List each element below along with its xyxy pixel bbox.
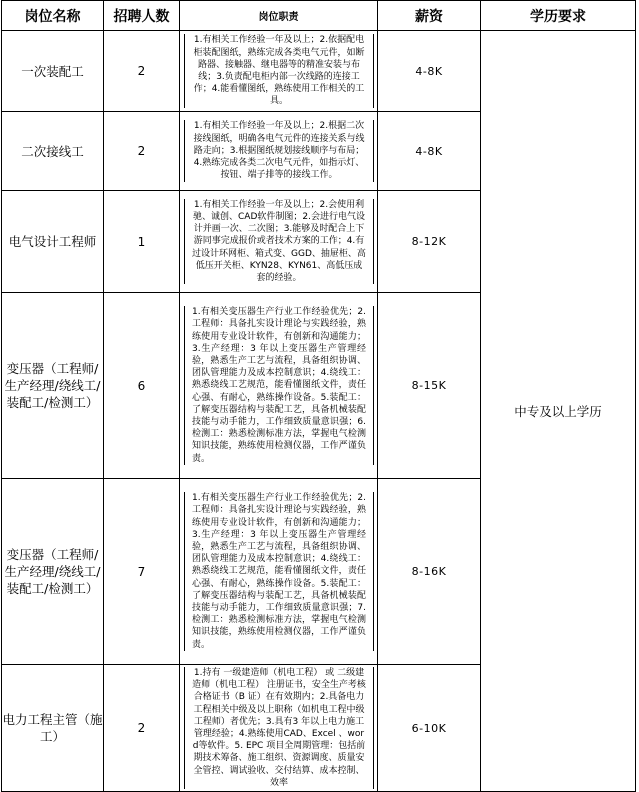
job-duty: [180, 665, 378, 792]
position-name: 电力工程主管（施工）: [2, 665, 104, 792]
job-duty-text: 1.有相关工作经验一年及以上；2.会使用利驰、诚创、CAD软件制图；2.会进行电气设计并画一次、二次图；3.能够及时配合上下游同事完成报价或者技术方案的工作；4.有过设计环网柜、箱式变、GGD、抽屉柜、高低压开关柜、KYN28、KYN61、高低压成套的经验。: [192, 199, 366, 283]
salary: 8-15K: [378, 293, 481, 479]
salary: 8-12K: [378, 191, 481, 293]
job-duty: [180, 112, 378, 191]
job-duty: [180, 293, 378, 479]
table-row: [2, 31, 636, 112]
job-duty: [180, 191, 378, 293]
job-duty: [180, 479, 378, 665]
header-salary: 薪资: [378, 1, 481, 31]
salary: 4-8K: [378, 31, 481, 112]
hire-count: 7: [104, 479, 180, 665]
position-name: 变压器（工程师/生产经理/绕线工/装配工/检测工）: [2, 293, 104, 479]
hire-count: 6: [104, 293, 180, 479]
education-requirement: 中专及以上学历: [481, 31, 636, 792]
header-position: 岗位名称: [2, 1, 104, 31]
header-education: 学历要求: [481, 1, 636, 31]
position-name: 一次装配工: [2, 31, 104, 112]
header-count: 招聘人数: [104, 1, 180, 31]
hire-count: 1: [104, 191, 180, 293]
position-name: 二次接线工: [2, 112, 104, 191]
job-duty-text: 1.有相关工作经验一年及以上；2.根据二次接线图纸，明确各电气元件的连接关系与线路走向；3.根据图纸规划接线顺序与布局；4.熟练完成各类二次电气元件，如指示灯、按钮、端子排等的接线工作。: [193, 121, 365, 181]
position-name: 变压器（工程师/生产经理/绕线工/装配工/检测工）: [2, 479, 104, 665]
salary: 6-10K: [378, 665, 481, 792]
hire-count: 2: [104, 31, 180, 112]
job-duty: [180, 31, 378, 112]
recruitment-table: [1, 0, 636, 792]
job-duty-text: 1.有相关变压器生产行业工作经验优先；2.工程师：具备扎实设计理论与实践经验，熟练使用专业设计软件，有创新和沟通能力；3.生产经理：3 年以上变压器生产管理经验，熟悉生产工艺与流程，具备组织协调、团队管理能力及成本控制意识；4.绕线工：熟悉绕线工艺规范，能看懂图纸文件，责任心强、有耐心，熟练操作设备。5.装配工：了解变压器结构与装配工艺，具备机械装配技能与动手能力，工作细致质量意识强；7.检测工：熟悉检测标准方法，掌握电气检测知识技能，熟练使用检测仪器，工作严谨负责。: [192, 493, 366, 650]
header-duty: 岗位职责: [180, 1, 378, 31]
job-duty-text: 1.有相关工作经验一年及以上；2.依据配电柜装配图纸，熟练完成各类电气元件，如断路器、接触器、继电器等的精准安装与布线；3.负责配电柜内部一次线路的连接工作；4.能看懂图纸，熟练使用工作相关的工具。: [193, 35, 365, 107]
job-duty-text: 1.持有 一级建造师（机电工程） 或 二级建造师（机电工程） 注册证书，安全生产考核合格证书（B 证）在有效期内；2.具备电力工程相关中级及以上职称（如机电工程中级工程师）者优先；3.具有3 年以上电力施工管理经验；4.熟练使用CAD、Excel 、word等软件。5. EPC 项目全周期管理：包括前期技术筹备、施工组织、资源调度、质量安全管控、调试验收、交付结算、成本控制、效率: [192, 668, 366, 788]
hire-count: 2: [104, 112, 180, 191]
salary: 4-8K: [378, 112, 481, 191]
salary: 8-16K: [378, 479, 481, 665]
header-row: [2, 1, 636, 31]
position-name: 电气设计工程师: [2, 191, 104, 293]
hire-count: 2: [104, 665, 180, 792]
job-duty-text: 1.有相关变压器生产行业工作经验优先；2.工程师：具备扎实设计理论与实践经验，熟练使用专业设计软件，有创新和沟通能力；3.生产经理：3 年以上变压器生产管理经验，熟悉生产工艺与流程，具备组织协调、团队管理能力及成本控制意识；4.绕线工：熟悉绕线工艺规范，能看懂图纸文件，责任心强、有耐心，熟练操作设备。5.装配工：了解变压器结构与装配工艺，具备机械装配技能与动手能力，工作细致质量意识强；6.检测工：熟悉检测标准方法，掌握电气检测知识技能，熟练使用检测仪器，工作严谨负责。: [192, 307, 366, 464]
